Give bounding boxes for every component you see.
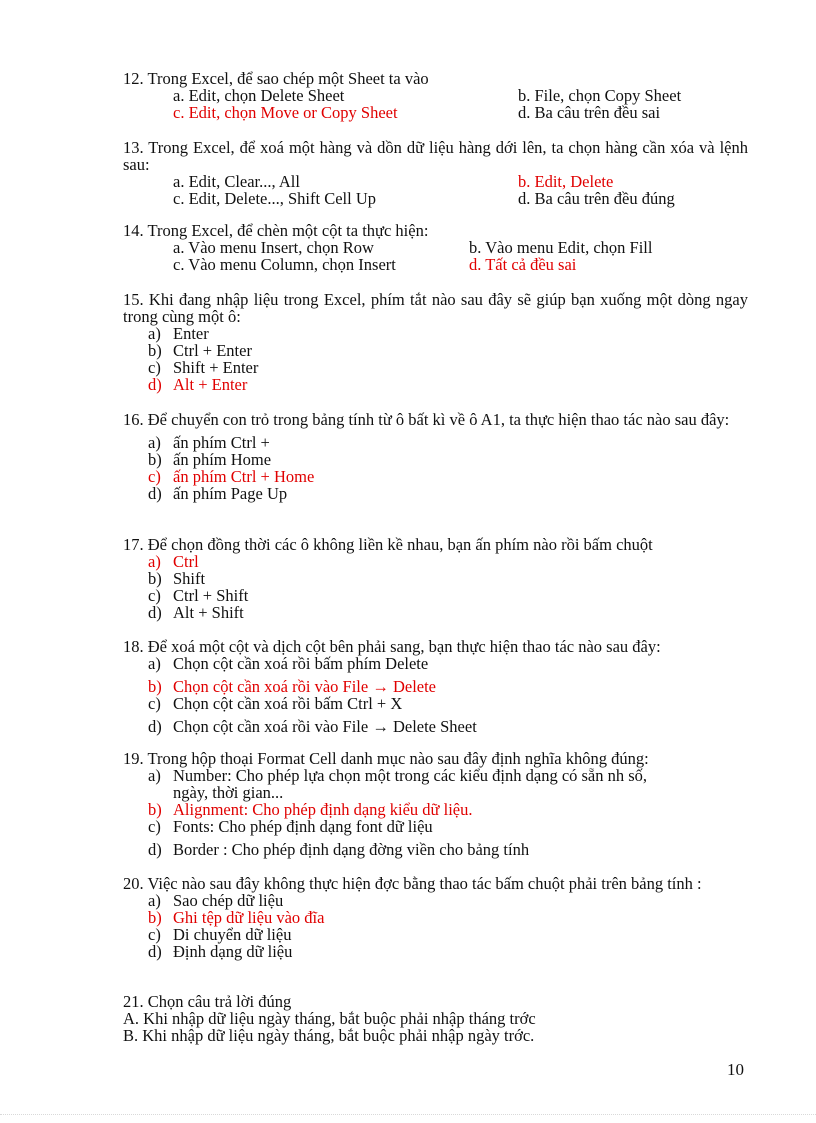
question-16-stem: 16. Để chuyển con trỏ trong bảng tính từ ô bất kì về ô A1, ta thực hiện thao tác nào sau đây: xyxy=(123,410,730,429)
option-text: Chọn cột cần xoá rồi vào File → Delete Sheet xyxy=(173,717,477,736)
option-text: Di chuyển dữ liệu xyxy=(173,925,292,944)
question-18-stem: 18. Để xoá một cột và dịch cột bên phải sang, bạn thực hiện thao tác nào sau đây: xyxy=(123,637,661,656)
option-text: Shift + Enter xyxy=(173,358,259,377)
option-d: d. Ba câu trên đều sai xyxy=(518,103,661,122)
list-item xyxy=(123,655,748,672)
answer-line-a: A. Khi nhập dữ liệu ngày tháng, bắt buộc phải nhập tháng trớc xyxy=(123,1009,536,1028)
list-item xyxy=(123,604,748,621)
option-label: c) xyxy=(148,586,161,605)
option-label: a) xyxy=(148,552,161,571)
list-item xyxy=(123,892,748,909)
list-item xyxy=(123,570,748,587)
question-14 xyxy=(123,222,748,273)
question-19 xyxy=(123,750,748,858)
option-b-correct: b. Edit, Delete xyxy=(518,172,614,191)
question-12-stem: 12. Trong Excel, để sao chép một Sheet ta vào xyxy=(123,69,429,88)
list-item xyxy=(123,926,748,943)
option-b: b. File, chọn Copy Sheet xyxy=(518,86,682,105)
option-d: d. Ba câu trên đều đúng xyxy=(518,189,675,208)
option-label: d) xyxy=(148,840,162,859)
list-item-correct xyxy=(123,376,748,393)
option-label: b) xyxy=(148,341,162,360)
option-text: Border : Cho phép định dạng đờng viền cho bảng tính xyxy=(173,840,530,859)
list-item-correct xyxy=(123,553,748,570)
option-b: b. Vào menu Edit, chọn Fill xyxy=(469,238,653,257)
option-text: Chọn cột cần xoá rồi bấm Ctrl + X xyxy=(173,694,403,713)
option-c: c. Edit, Delete..., Shift Cell Up xyxy=(173,189,377,208)
option-text: Fonts: Cho phép định dạng font dữ liệu xyxy=(173,817,433,836)
option-label: a) xyxy=(148,324,161,343)
option-label: d) xyxy=(148,375,162,394)
list-item-continuation xyxy=(123,784,748,801)
question-15-stem: 15. Khi đang nhập liệu trong Excel, phím tắt nào sau đây sẽ giúp bạn xuống một dòng ngay trong cùng một ô: xyxy=(123,290,748,326)
question-13 xyxy=(123,139,748,207)
question-15 xyxy=(123,291,748,393)
page-bottom-divider xyxy=(0,1114,816,1115)
option-label: b) xyxy=(148,908,162,927)
option-label: b) xyxy=(148,800,162,819)
question-18 xyxy=(123,638,748,735)
list-item xyxy=(123,325,748,342)
option-label: a) xyxy=(148,654,161,673)
option-text: Chọn cột cần xoá rồi vào File → Delete xyxy=(173,677,437,696)
option-label: c) xyxy=(148,467,161,486)
option-label: a) xyxy=(148,766,161,785)
question-21 xyxy=(123,993,748,1044)
option-label: d) xyxy=(148,942,162,961)
question-13-stem: 13. Trong Excel, để xoá một hàng và dồn dữ liệu hàng dới lên, ta chọn hàng cần xóa và lệnh sau: xyxy=(123,138,748,174)
option-label: c) xyxy=(148,358,161,377)
question-20-stem: 20. Việc nào sau đây không thực hiện đợc bằng thao tác bấm chuột phải trên bảng tính : xyxy=(123,874,702,893)
question-16 xyxy=(123,411,748,502)
list-item-correct xyxy=(123,909,748,926)
option-label: a) xyxy=(148,433,161,452)
option-text: ngày, thời gian... xyxy=(173,783,284,802)
option-text: Sao chép dữ liệu xyxy=(173,891,284,910)
option-c-correct: c. Edit, chọn Move or Copy Sheet xyxy=(173,103,398,122)
list-item-correct xyxy=(123,678,748,695)
option-text: Định dạng dữ liệu xyxy=(173,942,293,961)
list-item xyxy=(123,841,748,858)
option-text: Ctrl + Enter xyxy=(173,341,252,360)
list-item xyxy=(123,587,748,604)
question-12 xyxy=(123,70,748,121)
list-item xyxy=(123,485,748,502)
option-a: a. Vào menu Insert, chọn Row xyxy=(173,238,374,257)
option-text: Shift xyxy=(173,569,206,588)
option-label: b) xyxy=(148,450,162,469)
option-label: c) xyxy=(148,694,161,713)
list-item-correct xyxy=(123,801,748,818)
page-number: 10 xyxy=(727,1060,744,1079)
option-a: a. Edit, chọn Delete Sheet xyxy=(173,86,345,105)
question-17-stem: 17. Để chọn đồng thời các ô không liền kề nhau, bạn ấn phím nào rồi bấm chuột xyxy=(123,535,653,554)
option-label: b) xyxy=(148,677,162,696)
list-item xyxy=(123,434,748,451)
option-label: b) xyxy=(148,569,162,588)
list-item-correct xyxy=(123,468,748,485)
list-item xyxy=(123,359,748,376)
option-text: Chọn cột cần xoá rồi bấm phím Delete xyxy=(173,654,429,673)
question-19-stem: 19. Trong hộp thoại Format Cell danh mục nào sau đây định nghĩa không đúng: xyxy=(123,749,649,768)
question-14-stem: 14. Trong Excel, để chèn một cột ta thực hiện: xyxy=(123,221,429,240)
option-label: d) xyxy=(148,603,162,622)
option-text: Ghi tệp dữ liệu vào đĩa xyxy=(173,908,325,927)
list-item xyxy=(123,695,748,712)
list-item xyxy=(123,718,748,735)
option-text: ấn phím Ctrl + xyxy=(173,433,270,452)
option-d-correct: d. Tất cả đều sai xyxy=(469,255,577,274)
list-item xyxy=(123,767,748,784)
option-text: Alt + Enter xyxy=(173,375,248,394)
list-item xyxy=(123,342,748,359)
question-17 xyxy=(123,536,748,621)
option-text: Number: Cho phép lựa chọn một trong các kiểu định dạng có sẵn nh số, xyxy=(173,766,648,785)
option-label: d) xyxy=(148,717,162,736)
list-item xyxy=(123,451,748,468)
option-c: c. Vào menu Column, chọn Insert xyxy=(173,255,396,274)
option-text: ấn phím Ctrl + Home xyxy=(173,467,315,486)
list-item xyxy=(123,818,748,835)
option-text: Ctrl xyxy=(173,552,199,571)
option-label: c) xyxy=(148,817,161,836)
option-text: Alt + Shift xyxy=(173,603,244,622)
option-text: Alignment: Cho phép định dạng kiểu dữ liệu. xyxy=(173,800,473,819)
question-20 xyxy=(123,875,748,960)
option-label: d) xyxy=(148,484,162,503)
option-label: c) xyxy=(148,925,161,944)
option-text: ấn phím Home xyxy=(173,450,272,469)
question-21-stem: 21. Chọn câu trả lời đúng xyxy=(123,992,292,1011)
list-item xyxy=(123,943,748,960)
option-text: Ctrl + Shift xyxy=(173,586,249,605)
option-text: Enter xyxy=(173,324,209,343)
answer-line-b: B. Khi nhập dữ liệu ngày tháng, bắt buộc phải nhập ngày trớc. xyxy=(123,1026,535,1045)
option-a: a. Edit, Clear..., All xyxy=(173,172,300,191)
option-label: a) xyxy=(148,891,161,910)
option-text: ấn phím Page Up xyxy=(173,484,288,503)
